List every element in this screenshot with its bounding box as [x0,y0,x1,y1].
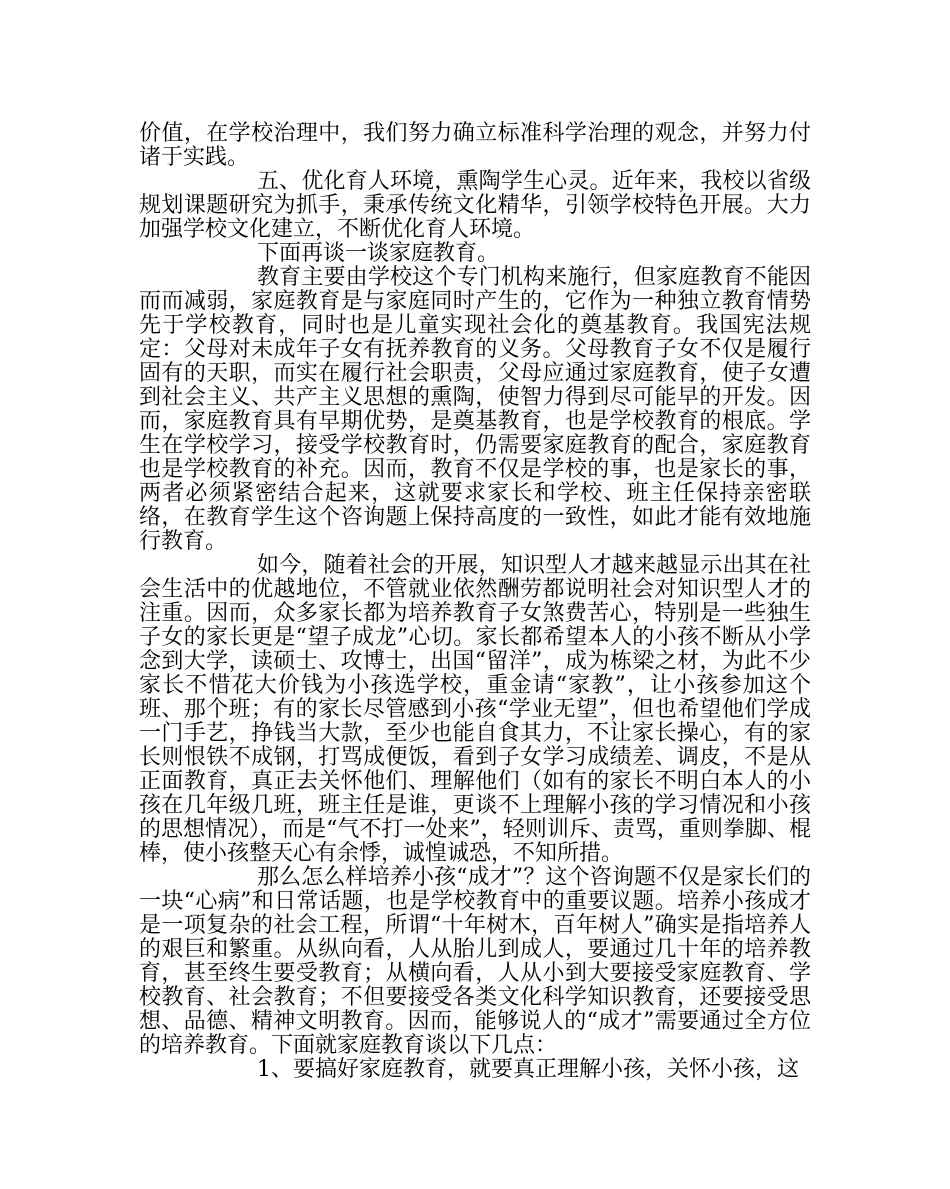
paragraph-how-to-cultivate: 那么怎么样培养小孩“成才”？这个咨询题不仅是家长们的一块“心病”和日常话题，也是学校教育中的重要议题。培养小孩成才是一项复杂的社会工程，所谓“十年树木，百年树人”确实是指培养人的艰巨和繁重。从纵向看，人从胎儿到成人，要通过几十年的培养教育，甚至终生要受教育；从横向看，人从小到大要接受家庭教育、学校教育、社会教育；不但要接受各类文化科学知识教育，还要接受思想、品德、精神文明教育。因而，能够说人的“成才”需要通过全方位的培养教育。下面就家庭教育谈以下几点： [139,865,811,1058]
paragraph-section-five: 五、优化育人环境，熏陶学生心灵。近年来，我校以省级规划课题研究为抓手，秉承传统文化精华，引领学校特色开展。大力加强学校文化建立，不断优化育人环境。 [139,169,811,242]
paragraph-intro-continuation: 价值，在学校治理中，我们努力确立标准科学治理的观念，并努力付诸于实践。 [139,121,811,170]
paragraph-family-education-role: 教育主要由学校这个专门机构来施行，但家庭教育不能因而而减弱，家庭教育是与家庭同时产生的，它作为一种独立教育情势先于学校教育，同时也是儿童实现社会化的奠基教育。我国宪法规定：父母对未成年子女有抚养教育的义务。父母教育子女不仅是履行固有的天职，而实在履行社会职责，父母应通过家庭教育，使子女遭到社会主义、共产主义思想的熏陶，使智力得到尽可能早的开发。因而，家庭教育具有早期优势，是奠基教育，也是学校教育的根底。学生在学校学习，接受学校教育时，仍需要家庭教育的配合，家庭教育也是学校教育的补充。因而，教育不仅是学校的事，也是家长的事，两者必须紧密结合起来，这就要求家长和学校、班主任保持亲密联络，在教育学生这个咨询题上保持高度的一致性，如此才能有效地施行教育。 [139,265,811,554]
paragraph-parent-expectations: 如今，随着社会的开展，知识型人才越来越显示出其在社会生活中的优越地位，不管就业依然酬劳都说明社会对知识型人才的注重。因而，众多家长都为培养教育子女煞费苦心，特别是一些独生子女的家长更是“望子成龙”心切。家长都希望本人的小孩不断从小学念到大学，读硕士、攻博士，出国“留洋”，成为栋梁之材，为此不少家长不惜花大价钱为小孩选学校，重金请“家教”，让小孩参加这个班、那个班；有的家长尽管感到小孩“学业无望”，但也希望他们学成一门手艺，挣钱当大款，至少也能自食其力，不让家长操心，有的家长则恨铁不成钢，打骂成便饭，看到子女学习成绩差、调皮，不是从正面教育，真正去关怀他们、理解他们（如有的家长不明白本人的小孩在几年级几班，班主任是谁，更谈不上理解小孩的学习情况和小孩的思想情况），而是“气不打一处来”，轻则训斥、责骂，重则拳脚、棍棒，使小孩整天心有余悸，诚惶诚恐，不知所措。 [139,553,811,866]
paragraph-point-one: 1、要搞好家庭教育，就要真正理解小孩，关怀小孩，这 [257,1057,799,1082]
paragraph-family-education-heading: 下面再谈一谈家庭教育。 [257,241,500,266]
document-page [139,122,811,1082]
